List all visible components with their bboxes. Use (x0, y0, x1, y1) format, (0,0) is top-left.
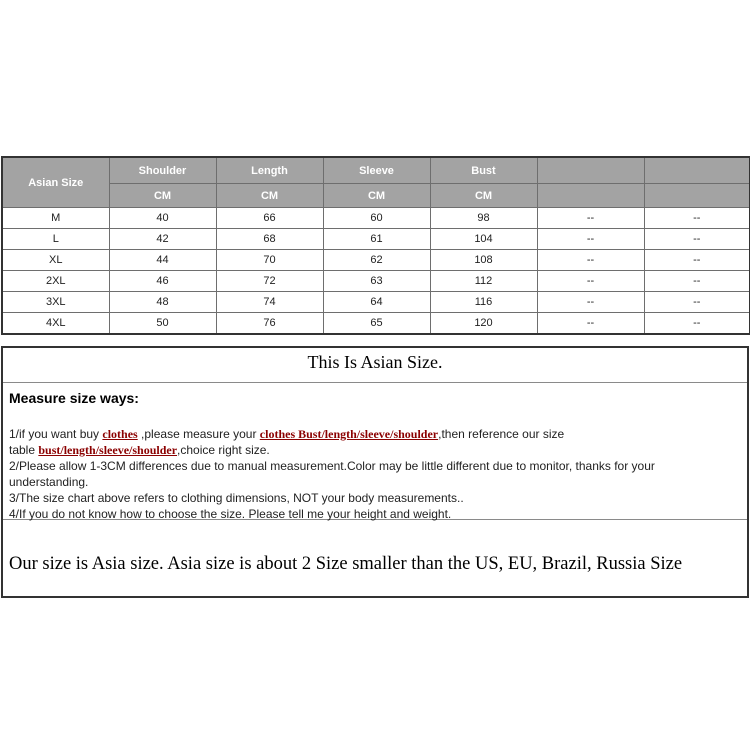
column-header-empty-1 (537, 157, 644, 184)
instructions-text (9, 426, 737, 522)
table-cell: -- (537, 229, 644, 250)
table-cell: -- (644, 313, 750, 335)
instruction-text: ,choice right size. (177, 443, 270, 457)
table-row (2, 313, 750, 335)
table-cell: 42 (109, 229, 216, 250)
table-row (2, 271, 750, 292)
table-cell: -- (644, 271, 750, 292)
table-cell: 50 (109, 313, 216, 335)
size-cell: 3XL (2, 292, 109, 313)
table-cell: 76 (216, 313, 323, 335)
asia-size-note: Our size is Asia size. Asia size is about 2 Size smaller than the US, EU, Brazil, Russia Size (9, 554, 683, 574)
size-cell: XL (2, 250, 109, 271)
table-cell: 70 (216, 250, 323, 271)
instruction-line-4: 3/The size chart above refers to clothing dimensions, NOT your body measurements.. (9, 491, 464, 505)
table-cell: 62 (323, 250, 430, 271)
unit-cell: CM (323, 184, 430, 208)
table-row (2, 229, 750, 250)
instruction-line-5: 4/If you do not know how to choose the size. Please tell me your height and weight. (9, 507, 452, 521)
table-cell: -- (644, 250, 750, 271)
table-unit-row (2, 184, 750, 208)
size-cell: 2XL (2, 271, 109, 292)
unit-cell: CM (216, 184, 323, 208)
info-title: This Is Asian Size. (307, 352, 443, 372)
table-cell: 74 (216, 292, 323, 313)
instruction-line-3: 2/Please allow 1-3CM differences due to manual measurement.Color may be little different due to monitor, thanks for your understanding. (9, 459, 655, 489)
instruction-text: ,then reference our size (438, 427, 565, 441)
table-cell: 64 (323, 292, 430, 313)
table-cell: 61 (323, 229, 430, 250)
table-cell: 98 (430, 208, 537, 229)
column-header-sleeve: Sleeve (323, 157, 430, 184)
instruction-text: table (9, 443, 39, 457)
table-cell: -- (644, 292, 750, 313)
table-cell: -- (644, 229, 750, 250)
column-header-empty-2 (644, 157, 750, 184)
table-cell: 40 (109, 208, 216, 229)
table-cell: 46 (109, 271, 216, 292)
table-cell: 48 (109, 292, 216, 313)
table-cell: 120 (430, 313, 537, 335)
table-cell: -- (537, 292, 644, 313)
table-cell: 68 (216, 229, 323, 250)
unit-cell (644, 184, 750, 208)
measure-heading: Measure size ways: (9, 390, 139, 406)
clothes-link[interactable]: clothes (102, 427, 138, 441)
table-cell: -- (537, 250, 644, 271)
instruction-text: ,please measure your (137, 427, 260, 441)
size-cell: L (2, 229, 109, 250)
unit-cell (537, 184, 644, 208)
table-cell: 66 (216, 208, 323, 229)
table-row (2, 208, 750, 229)
size-chart-table (1, 156, 750, 335)
instruction-line-2 (9, 442, 737, 458)
table-cell: 104 (430, 229, 537, 250)
size-header-cell: Asian Size (2, 157, 109, 208)
table-cell: 116 (430, 292, 537, 313)
divider (3, 382, 747, 383)
size-table-link[interactable]: bust/length/sleeve/shoulder (38, 443, 178, 457)
table-cell: -- (537, 313, 644, 335)
unit-cell: CM (430, 184, 537, 208)
table-cell: -- (537, 271, 644, 292)
table-cell: 112 (430, 271, 537, 292)
table-cell: 72 (216, 271, 323, 292)
table-row (2, 250, 750, 271)
unit-cell: CM (109, 184, 216, 208)
table-cell: -- (537, 208, 644, 229)
table-cell: 60 (323, 208, 430, 229)
measurements-link[interactable]: clothes Bust/length/sleeve/shoulder (259, 427, 439, 441)
table-cell: 108 (430, 250, 537, 271)
size-info-box (1, 346, 749, 598)
column-header-shoulder: Shoulder (109, 157, 216, 184)
size-cell: M (2, 208, 109, 229)
table-header-row (2, 157, 750, 184)
table-cell: 63 (323, 271, 430, 292)
instruction-text: 1/if you want buy (9, 427, 103, 441)
table-cell: 65 (323, 313, 430, 335)
table-cell: 44 (109, 250, 216, 271)
instruction-line-1 (9, 426, 737, 442)
column-header-length: Length (216, 157, 323, 184)
column-header-bust: Bust (430, 157, 537, 184)
table-cell: -- (644, 208, 750, 229)
table-row (2, 292, 750, 313)
size-cell: 4XL (2, 313, 109, 335)
